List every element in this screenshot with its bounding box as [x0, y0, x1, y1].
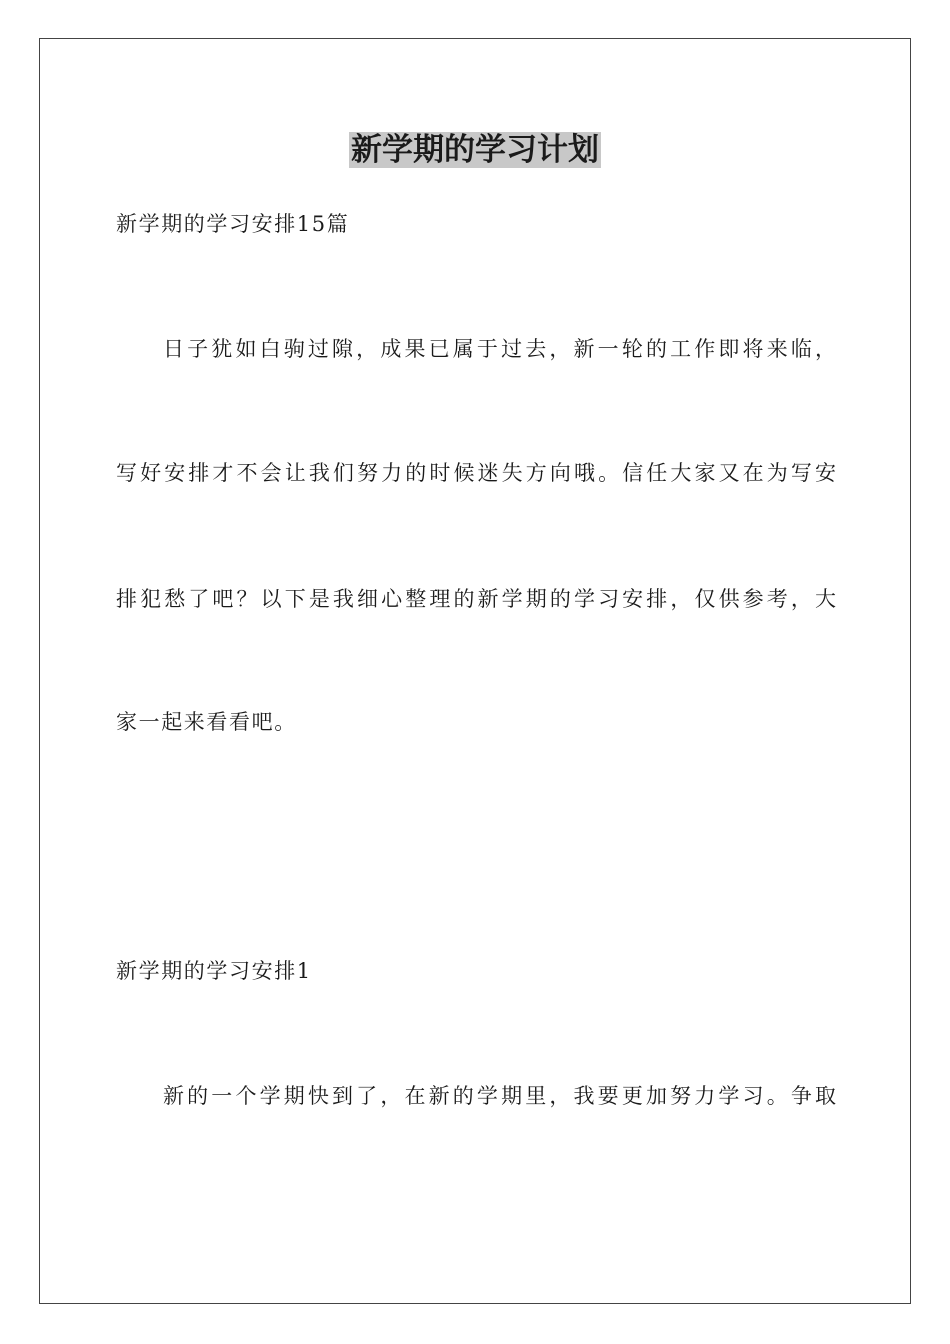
section-heading: 新学期的学习安排1 — [116, 959, 312, 983]
document-subtitle: 新学期的学习安排15篇 — [116, 212, 350, 236]
section-line-1: 新的一个学期快到了，在新的学期里，我要更加努力学习。争取 — [163, 1084, 836, 1108]
document-title — [0, 128, 950, 172]
intro-line-1: 日子犹如白驹过隙，成果已属于过去，新一轮的工作即将来临， — [163, 337, 836, 361]
intro-line-2: 写好安排才不会让我们努力的时候迷失方向哦。信任大家又在为写安 — [116, 461, 836, 485]
intro-line-3: 排犯愁了吧？以下是我细心整理的新学期的学习安排，仅供参考，大 — [116, 587, 836, 611]
document-title-text: 新学期的学习计划 — [351, 132, 599, 168]
intro-line-4: 家一起来看看吧。 — [116, 710, 297, 734]
